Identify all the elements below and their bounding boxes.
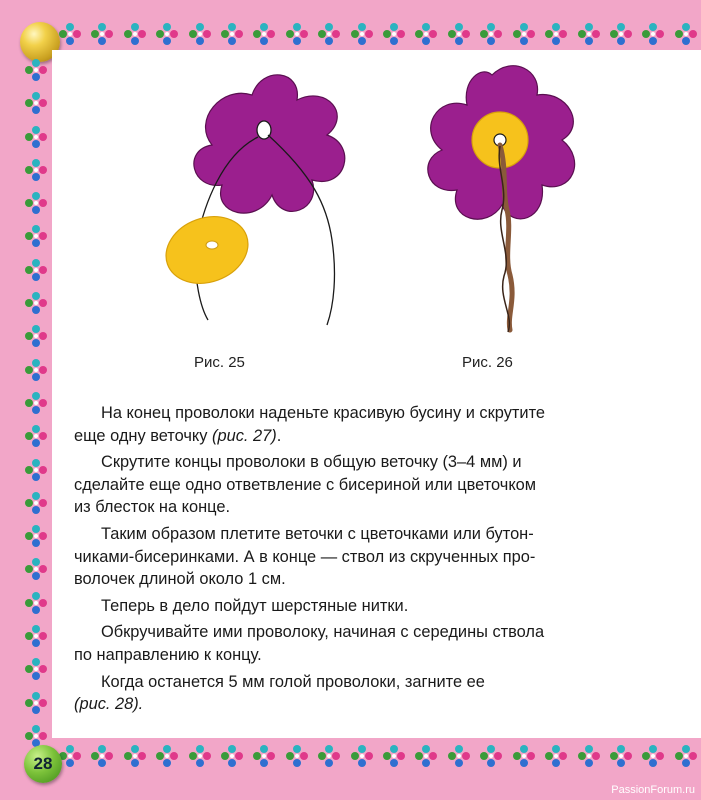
bead-cluster (479, 22, 503, 46)
figure-26-caption: Рис. 26 (462, 354, 513, 371)
bead-cluster (512, 22, 536, 46)
bead-cluster (609, 744, 633, 768)
bead-cluster (577, 744, 601, 768)
bead-cluster (90, 744, 114, 768)
bead-cluster (24, 691, 48, 715)
text-line: сделайте еще одно ответвление с бисериной или цветочком (74, 475, 537, 494)
bead-border-bottom (58, 742, 698, 770)
flower-petals (194, 75, 345, 213)
bead-cluster (188, 744, 212, 768)
bead-cluster (24, 524, 48, 548)
bead-cluster (674, 744, 698, 768)
bead-cluster (24, 591, 48, 615)
bead-cluster (24, 291, 48, 315)
text-line: из блесток на конце. (74, 498, 231, 517)
site-watermark: PassionForum.ru (611, 784, 695, 796)
bead-cluster (544, 744, 568, 768)
bead-cluster (24, 91, 48, 115)
text-line: волочек длиной около 1 см. (74, 570, 286, 589)
bead-cluster (24, 224, 48, 248)
bead-cluster (577, 22, 601, 46)
bead-cluster (609, 22, 633, 46)
bead-cluster (24, 191, 48, 215)
text-line: Обкручивайте ими проволоку, начиная с середины ствола (101, 623, 545, 642)
bead-cluster (350, 744, 374, 768)
bead-cluster (24, 391, 48, 415)
bead-cluster (24, 125, 48, 149)
bead-cluster (317, 744, 341, 768)
bead-cluster (382, 22, 406, 46)
sequin-hole (206, 241, 218, 249)
bead-cluster (188, 22, 212, 46)
bead-border-left (22, 58, 50, 748)
bead-cluster (414, 22, 438, 46)
bead-cluster (24, 58, 48, 82)
text-line: еще одну веточку (рис. 27). (74, 426, 282, 445)
paragraph (74, 451, 666, 519)
bead-cluster (544, 22, 568, 46)
bead-cluster (123, 22, 147, 46)
bead-cluster (155, 744, 179, 768)
figure-25-caption: Рис. 25 (194, 354, 245, 371)
bead-cluster (447, 22, 471, 46)
bead-cluster (24, 557, 48, 581)
bead-cluster (479, 744, 503, 768)
bead-cluster (58, 22, 82, 46)
paragraph (74, 402, 666, 447)
paragraph (74, 595, 666, 618)
bead-cluster (24, 358, 48, 382)
bead-cluster (24, 458, 48, 482)
figure-25-illustration (112, 65, 362, 335)
bead-cluster (24, 324, 48, 348)
bead-cluster (285, 744, 309, 768)
bead-cluster (123, 744, 147, 768)
bead-cluster (447, 744, 471, 768)
text-line: Теперь в дело пойдут шерстяные нитки. (101, 596, 409, 615)
yellow-sequin (157, 206, 258, 295)
bead-cluster (414, 744, 438, 768)
text-line: Таким образом плетите веточки с цветочками или бутон- (101, 524, 534, 543)
text-line: На конец проволоки наденьте красивую бусину и скрутите (101, 404, 546, 422)
bead-cluster (382, 744, 406, 768)
paragraph (74, 671, 666, 716)
bead-cluster (24, 424, 48, 448)
bead-cluster (285, 22, 309, 46)
figure-reference: (рис. 27) (212, 426, 277, 445)
figure-reference: (рис. 28). (74, 695, 144, 714)
bead-cluster (220, 744, 244, 768)
bead-cluster (674, 22, 698, 46)
bead-cluster (252, 22, 276, 46)
bead-cluster (317, 22, 341, 46)
text-line: по направлению к концу. (74, 645, 262, 664)
bead-cluster (512, 744, 536, 768)
instruction-text (74, 402, 666, 720)
text-line: Когда останется 5 мм голой проволоки, загните ее (101, 672, 485, 691)
bead-cluster (350, 22, 374, 46)
bead-cluster (90, 22, 114, 46)
bead-cluster (252, 744, 276, 768)
page-number-badge: 28 (24, 745, 62, 783)
bead-cluster (24, 491, 48, 515)
bead-cluster (641, 744, 665, 768)
text-line: Скрутите концы проволоки в общую веточку (3–4 мм) и (101, 453, 522, 472)
bead-cluster (155, 22, 179, 46)
page-content (52, 50, 701, 738)
bead-border-top (58, 20, 698, 48)
bead-cluster (24, 258, 48, 282)
bead-cluster (24, 657, 48, 681)
bead-cluster (24, 624, 48, 648)
paragraph (74, 621, 666, 666)
figure-26-illustration (412, 60, 587, 340)
bead-cluster (220, 22, 244, 46)
text-line: чиками-бисеринками. А в конце — ствол из скрученных про- (74, 547, 536, 566)
bead-cluster (24, 158, 48, 182)
paragraph (74, 523, 666, 591)
bead-cluster (641, 22, 665, 46)
